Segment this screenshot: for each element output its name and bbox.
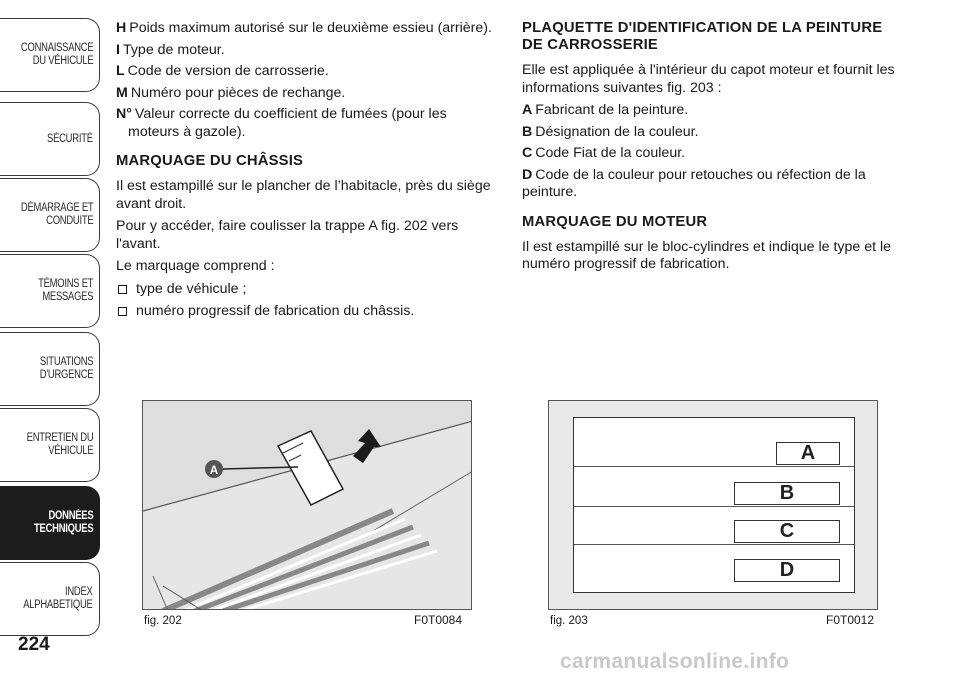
section-heading-chassis: MARQUAGE DU CHÂSSIS <box>116 153 304 169</box>
paint-identification-plate <box>573 417 855 593</box>
paragraph: Elle est appliquée à l'intérieur du capot moteur et fournit les informations suivantes fig. 203 : <box>522 62 895 96</box>
chassis-marking-illustration <box>143 401 472 610</box>
paragraph: Le marquage comprend : <box>116 258 275 274</box>
paragraph: Pour y accéder, faire coulisser la trappe A fig. 202 vers l'avant. <box>116 218 459 252</box>
paragraph: Il est estampillé sur le bloc-cylindres et indique le type et le numéro progressif de fabrication. <box>522 238 892 272</box>
list-item: A Fabricant de la peinture. <box>522 102 689 118</box>
tab-temoins-et-messages[interactable]: TÉMOINS ET MESSAGES <box>0 254 100 328</box>
bullet-item: numéro progressif de fabrication du châssis. <box>116 303 494 321</box>
figure-203-code: F0T0012 <box>826 613 875 627</box>
watermark: carmanualsonline.info <box>560 650 790 673</box>
checkbox-bullet-icon <box>118 307 127 316</box>
paragraph: Il est estampillé sur le plancher de l’habitacle, près du siège avant droit. <box>116 178 491 212</box>
tab-demarrage-et-conduite[interactable]: DÉMARRAGE ET CONDUITE <box>0 178 100 252</box>
plate-box-c: C <box>734 520 840 543</box>
list-item: L Code de version de carrosserie. <box>116 63 329 79</box>
plate-box-a: A <box>776 442 840 465</box>
figure-203 <box>548 400 878 610</box>
tab-index-alphabetique[interactable]: INDEX ALPHABETIQUE <box>0 562 100 636</box>
figure-203-caption: fig. 203 <box>550 615 588 627</box>
left-column <box>116 20 494 326</box>
figure-202-code: F0T0084 <box>414 613 463 627</box>
right-column <box>522 20 898 279</box>
list-item: M Numéro pour pièces de rechange. <box>116 84 346 101</box>
tab-situations-d-urgence[interactable]: SITUATIONS D'URGENCE <box>0 332 100 406</box>
plate-box-d: D <box>734 559 840 582</box>
bullet-item: type de véhicule ; <box>116 281 494 299</box>
figure-202 <box>142 400 472 610</box>
callout-label-a: A <box>209 463 219 477</box>
plate-box-b: B <box>734 482 840 505</box>
tab-securite[interactable]: SÉCURITÉ <box>0 102 100 176</box>
tab-entretien-du-vehicule[interactable]: ENTRETIEN DU VÉHICULE <box>0 408 100 482</box>
figure-202-caption: fig. 202 <box>144 615 182 627</box>
list-item: D Code de la couleur pour retouches ou réfection de la peinture. <box>522 166 866 200</box>
section-heading-plate: PLAQUETTE D'IDENTIFICATION DE LA PEINTURE DE CARROSSERIE <box>522 20 883 53</box>
list-item: B Désignation de la couleur. <box>522 123 699 140</box>
tab-donnees-techniques[interactable]: DONNÉES TECHNIQUES <box>0 486 100 560</box>
tab-connaissance-du-vehicule[interactable]: CONNAISSANCE DU VÉHICULE <box>0 18 100 92</box>
list-item: H Poids maximum autorisé sur le deuxième essieu (arrière). <box>116 20 492 36</box>
section-heading-engine: MARQUAGE DU MOTEUR <box>522 213 708 230</box>
list-item: I Type de moteur. <box>116 41 225 58</box>
page-number: 224 <box>18 634 50 655</box>
list-item: N° Valeur correcte du coefficient de fumées (pour les moteurs à gazole). <box>116 106 447 140</box>
checkbox-bullet-icon <box>118 285 127 294</box>
list-item: C Code Fiat de la couleur. <box>522 145 686 161</box>
